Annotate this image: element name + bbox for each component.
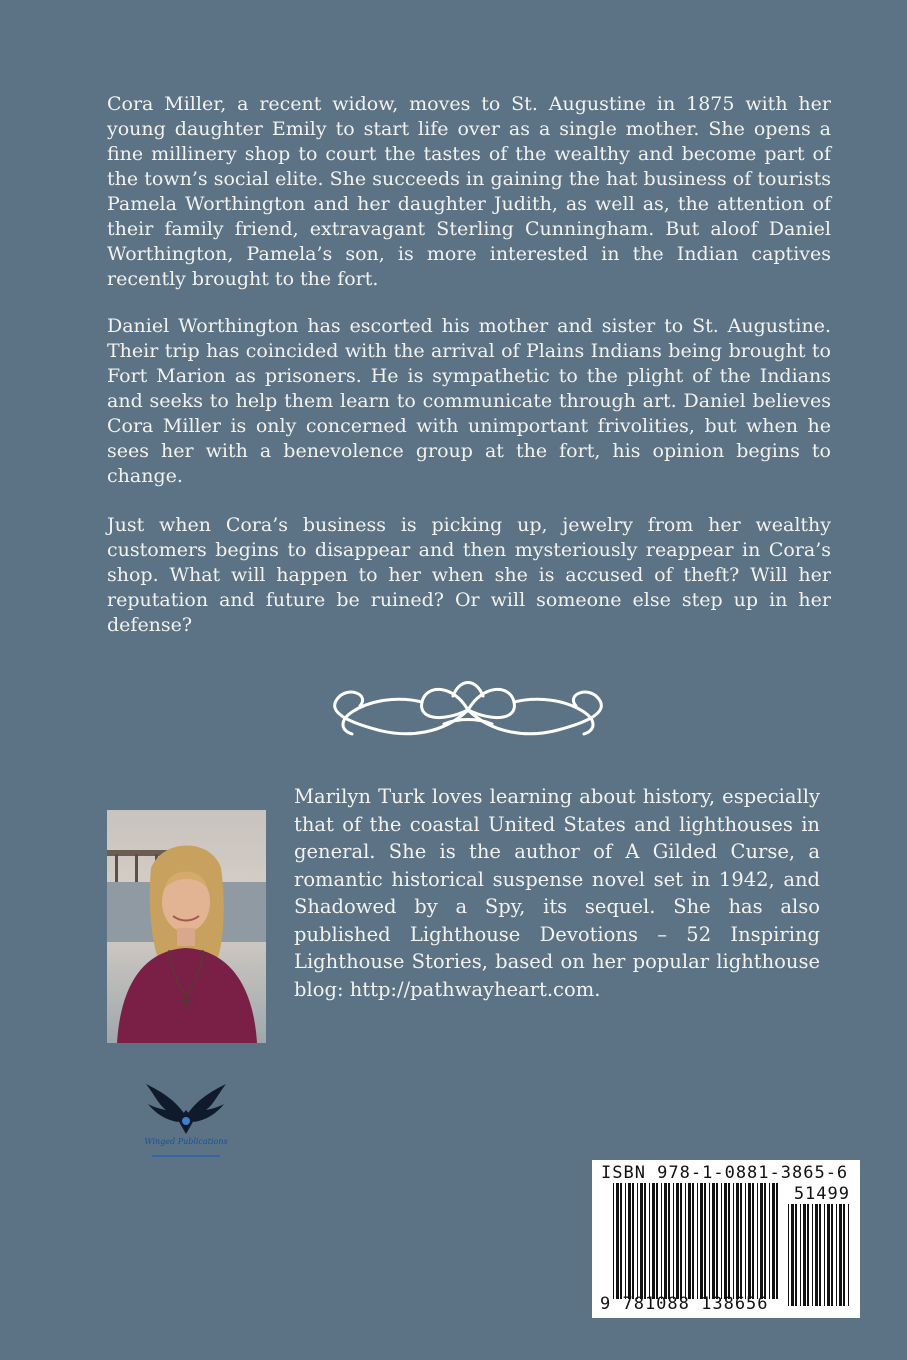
isbn-barcode (592, 1160, 860, 1318)
author-bio: Marilyn Turk loves learning about history, especially that of the coastal United States and lighthouses in general. She is the author of A Gilded Curse, a romantic historical suspense novel set in 1942, and Shadowed by a Spy, its sequel. She has also published Lighthouse Devotions – 52 Inspiring Lighthouse Stories, based on her popular lighthouse blog: http://pathwayheart.com. (294, 785, 820, 1001)
flourish-divider-icon (318, 672, 618, 748)
ean13-bars-icon (613, 1183, 779, 1299)
author-portrait-icon (107, 810, 266, 1043)
publisher-logo (144, 1076, 228, 1160)
isbn-label: ISBN 978-1-0881-3865-6 (601, 1163, 849, 1183)
blurb-paragraph-1: Cora Miller, a recent widow, moves to St. Augustine in 1875 with her young daughter Emily to start life over as a single mother. She opens a fine millinery shop to court the tastes of the wealthy and become part of the town’s social elite. She succeeds in gaining the hat business of tourists Pamela Worthington and her daughter Judith, as well as, the attention of their family friend, extravagant Sterling Cunningham. But aloof Daniel Worthington, Pamela’s son, is more interested in the Indian captives recently brought to the fort. (107, 93, 831, 290)
publisher-logo-text: Winged Publications (144, 1137, 228, 1146)
author-photo (107, 810, 266, 1043)
winged-emblem-icon (144, 1076, 228, 1160)
blurb-paragraph-2: Daniel Worthington has escorted his mother and sister to St. Augustine. Their trip has coincided with the arrival of Plains Indians being brought to Fort Marion as prisoners. He is sympathetic to the plight of the Indians and seeks to help them learn to communicate through art. Daniel believes Cora Miller is only concerned with unimportant frivolities, but when he sees her with a benevolence group at the fort, his opinion begins to change. (107, 315, 831, 487)
addon-bars-icon (788, 1204, 850, 1306)
blurb-paragraph-3: Just when Cora’s business is picking up, jewelry from her wealthy customers begins to disappear and then mysteriously reappear in Cora’s shop. What will happen to her when she is accused of theft? Will her reputation and future be ruined? Or will someone else step up in her defense? (107, 514, 831, 636)
barcode-digits: 9 781088 138656 (600, 1294, 769, 1314)
barcode-price-code: 51499 (793, 1184, 850, 1204)
